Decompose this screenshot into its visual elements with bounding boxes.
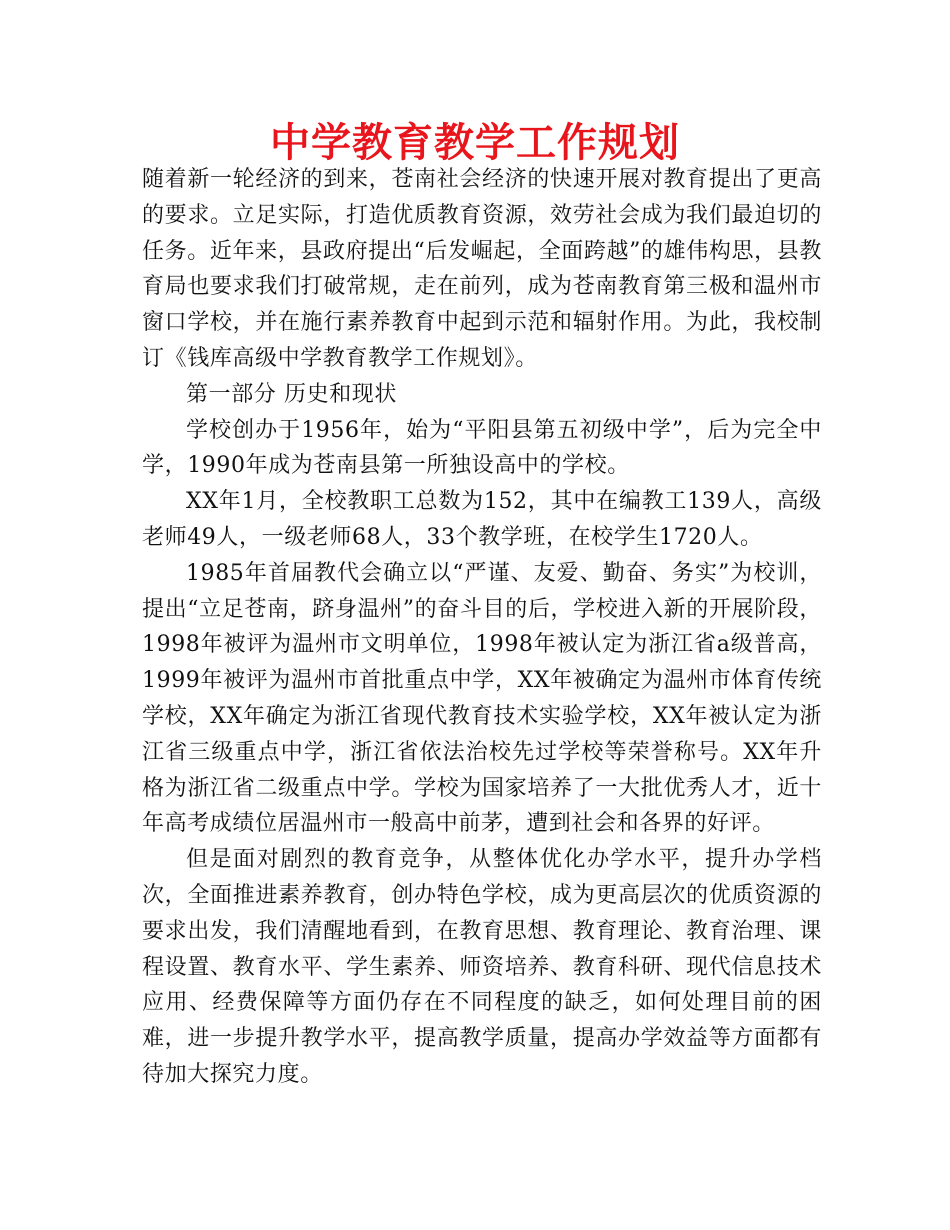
- document-body: [142, 162, 822, 1093]
- paragraph-founding: 学校创办于1956年，始为“平阳县第五初级中学”，后为完全中学，1990年成为苍南县第一所独设高中的学校。: [142, 417, 822, 479]
- paragraph-honors: 1985年首届教代会确立以“严谨、友爱、勤奋、务实”为校训，提出“立足苍南，跻身温州”的奋斗目的后，学校进入新的开展阶段，1998年被评为温州市文明单位，1998年被认定为浙江省a级普高，1999年被评为温州市首批重点中学，XX年被确定为温州市体育传统学校，XX年确定为浙江省现代教育技术实验学校，XX年被认定为浙江省三级重点中学，浙江省依法治校先过学校等荣誉称号。XX年升格为浙江省二级重点中学。学校为国家培养了一大批优秀人才，近十年高考成绩位居温州市一般高中前茅，遭到社会和各界的好评。: [142, 560, 822, 837]
- paragraph-challenges: 但是面对剧烈的教育竞争，从整体优化办学水平，提升办学档次，全面推进素养教育，创办特色学校，成为更高层次的优质资源的要求出发，我们清醒地看到，在教育思想、教育理论、教育治理、课程设置、教育水平、学生素养、师资培养、教育科研、现代信息技术应用、经费保障等方面仍存在不同程度的缺乏，如何处理目前的困难，进一步提升教学水平，提高教学质量，提高办学效益等方面都有待加大探究力度。: [142, 847, 822, 1087]
- paragraph-staff: XX年1月，全校教职工总数为152，其中在编教工139人，高级老师49人，一级老师68人，33个教学班，在校学生1720人。: [142, 489, 822, 550]
- document-title: 中学教育教学工作规划: [270, 120, 680, 166]
- paragraph-intro: 随着新一轮经济的到来，苍南社会经济的快速开展对教育提出了更高的要求。立足实际，打造优质教育资源，效劳社会成为我们最迫切的任务。近年来，县政府提出“后发崛起，全面跨越”的雄伟构思，县教育局也要求我们打破常规，走在前列，成为苍南教育第三极和温州市窗口学校，并在施行素养教育中起到示范和辐射作用。为此，我校制订《钱库高级中学教育教学工作规划》。: [142, 167, 822, 371]
- section-heading-history: 第一部分 历史和现状: [186, 381, 397, 407]
